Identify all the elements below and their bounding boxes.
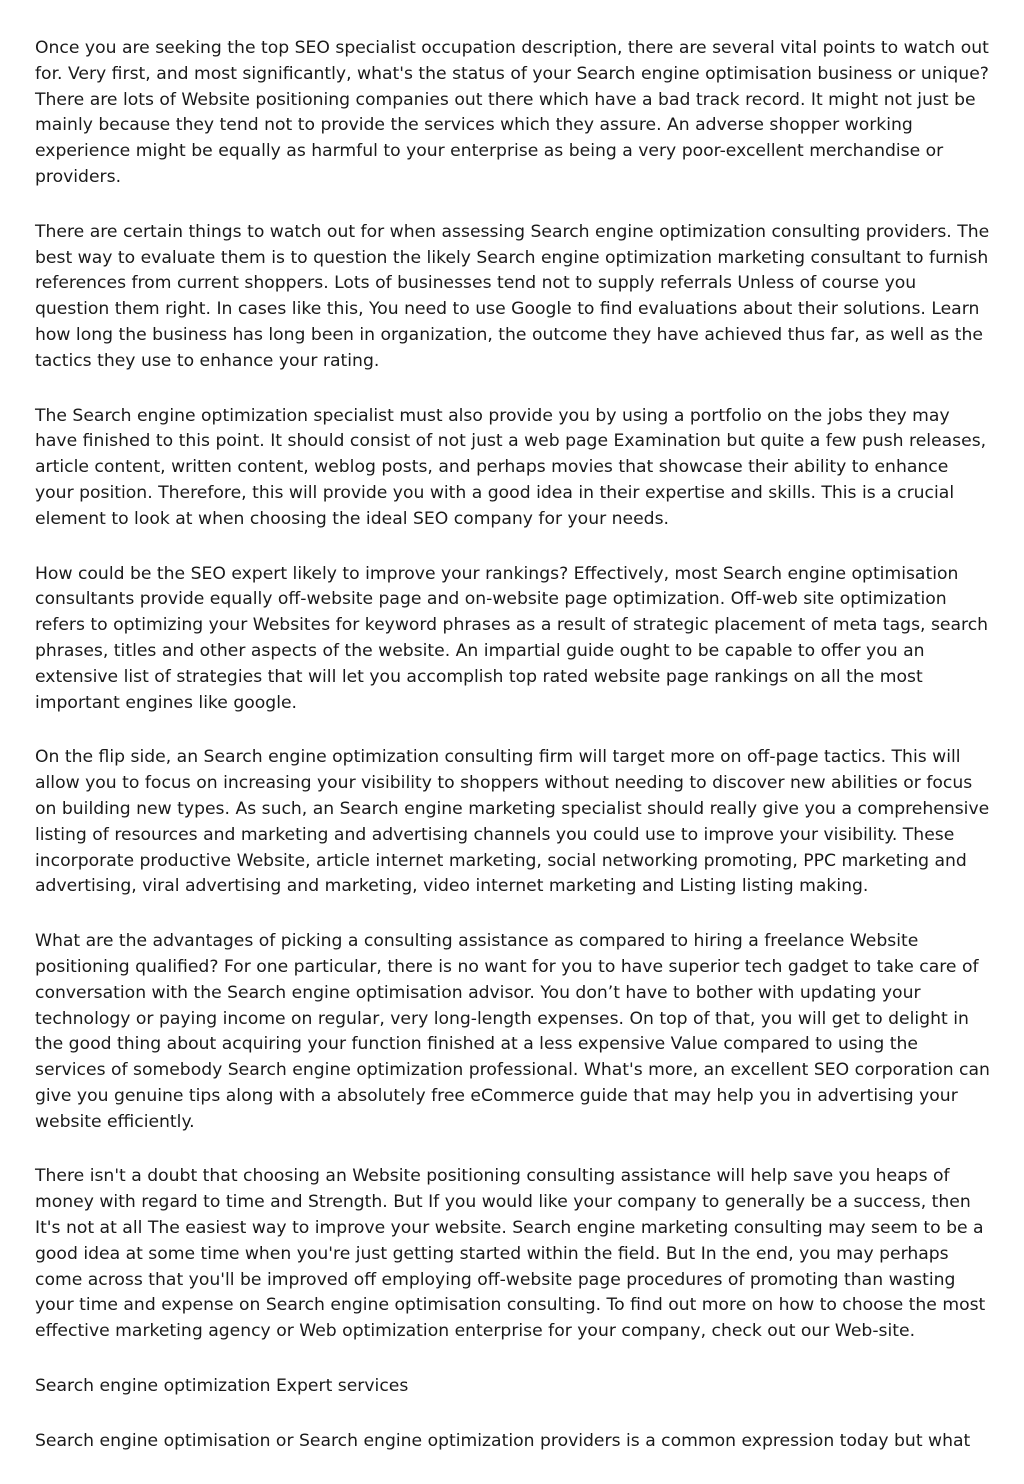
document-page <box>35 36 991 1484</box>
paragraph-4: How could be the SEO expert likely to improve your rankings? Effectively, most Search engine optimisation consultants provide equally off-website page and on-website page optimization. Off-web site optimization refers to optimizing your Websites for keyword phrases as a result of strategic placement of meta tags, search phrases, titles and other aspects of the website. An impartial guide ought to be capable to offer you an extensive list of strategies that will let you accomplish top rated website page rankings on all the most important engines like google. <box>35 563 989 713</box>
paragraph-2: There are certain things to watch out for when assessing Search engine optimization consulting providers. The best way to evaluate them is to question the likely Search engine optimization marketing consultant to furnish references from current shoppers. Lots of businesses tend not to supply referrals Unless of course you question them right. In cases like this, You need to use Google to find evaluations about their solutions. Learn how long the business has long been in organization, the outcome they have achieved thus far, as well as the tactics they use to enhance your rating. <box>35 221 990 371</box>
paragraph-3: The Search engine optimization specialist must also provide you by using a portfolio on the jobs they may have finished to this point. It should consist of not just a web page Examination but quite a few push releases, article content, written content, weblog posts, and perhaps movies that showcase their ability to enhance your position. Therefore, this will provide you with a good idea in their expertise and skills. This is a crucial element to look at when choosing the ideal SEO company for your needs. <box>35 405 987 529</box>
paragraph-1: Once you are seeking the top SEO specialist occupation description, there are several vital points to watch out for. Very first, and most significantly, what's the status of your Search engine optimisation business or unique? There are lots of Website positioning companies out there which have a bad track record. It might not just be mainly because they tend not to provide the services which they assure. An adverse shopper working experience might be equally as harmful to your enterprise as being a very poor-excellent merchandise or providers. <box>35 38 989 187</box>
paragraph-final: Search engine optimisation or Search engine optimization providers is a common expression today but what <box>35 1430 971 1451</box>
section-heading: Search engine optimization Expert services <box>35 1376 409 1397</box>
paragraph-5: On the flip side, an Search engine optimization consulting firm will target more on off-page tactics. This will allow you to focus on increasing your visibility to shoppers without needing to discover new abilities or focus on building new types. As such, an Search engine marketing specialist should really give you a comprehensive listing of resources and marketing and advertising channels you could use to improve your visibility. These incorporate productive Website, article internet marketing, social networking promoting, PPC marketing and advertising, viral advertising and marketing, video internet marketing and Listing listing making. <box>35 747 990 897</box>
paragraph-7: There isn't a doubt that choosing an Website positioning consulting assistance will help save you heaps of money with regard to time and Strength. But If you would like your company to generally be a success, then It's not at all The easiest way to improve your website. Search engine marketing consulting may seem to be a good idea at some time when you're just getting started within the field. But In the end, you may perhaps come across that you'll be improved off employing off-website page procedures of promoting than wasting your time and expense on Search engine optimisation consulting. To find out more on how to choose the most effective marketing agency or Web optimization enterprise for your company, check out our Web-site. <box>35 1166 986 1342</box>
paragraph-6: What are the advantages of picking a consulting assistance as compared to hiring a freelance Website positioning qualified? For one particular, there is no want for you to have superior tech gadget to take care of conversation with the Search engine optimisation advisor. You don’t have to bother with updating your technology or paying income on regular, very long-length expenses. On top of that, you will get to delight in the good thing about acquiring your function finished at a less expensive Value compared to using the services of somebody Search engine optimization professional. What's more, an excellent SEO corporation can give you genuine tips along with a absolutely free eCommerce guide that may help you in advertising your website efficiently. <box>35 931 990 1132</box>
